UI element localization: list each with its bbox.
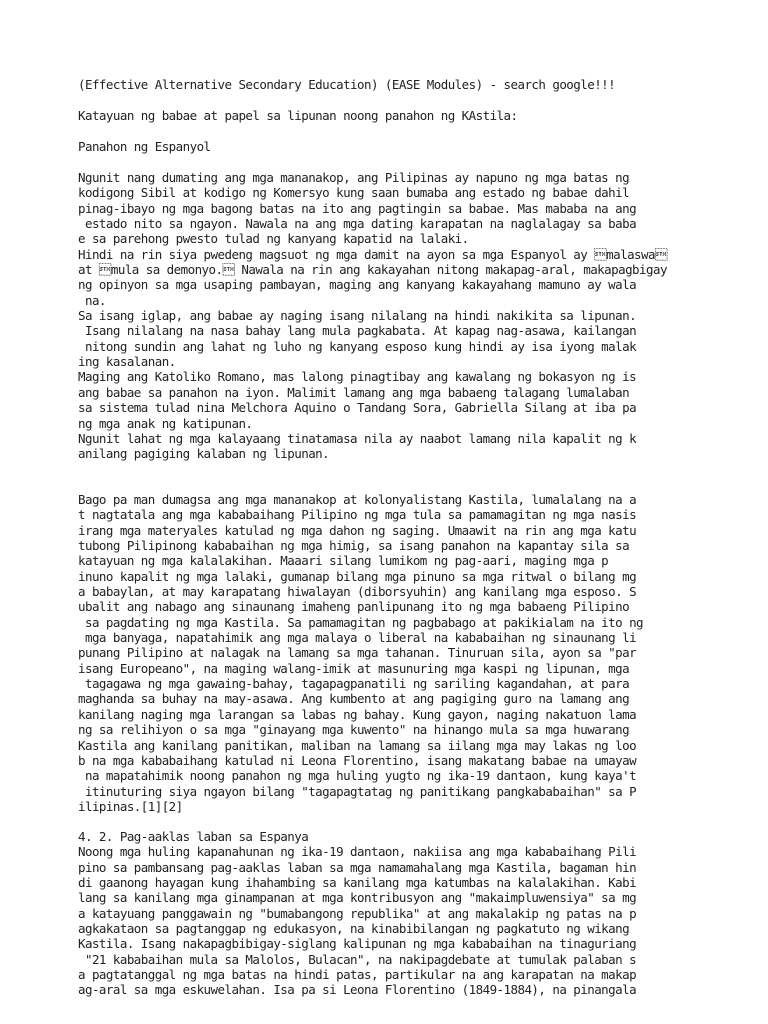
- text-line: maghanda sa buhay na may-asawa. Ang kumbento at ang pagiging guro na lamang ang: [78, 691, 630, 707]
- text-line: Noong mga huling kapanahunan ng ika-19 dantaon, nakiisa ang mga kababaihang Pili: [78, 844, 637, 860]
- text-line: a babaylan, at may karapatang hiwalayan (diborsyuhin) ang kanilang mga esposo. S: [78, 584, 637, 600]
- text-line: di gaanong hayagan kung ihahambing sa kanilang mga katumbas na kalalakihan. Kabi: [78, 875, 637, 891]
- text-line: a katayuang panggawain ng "bumabangong republika" at ang makalakip ng patas na p: [78, 905, 637, 921]
- text-line: ilipinas.[1][2]: [78, 798, 183, 814]
- text-line: "21 kababaihan mula sa Malolos, Bulacan", na nakipagdebate at tumulak palaban s: [78, 951, 637, 967]
- text-line: mga banyaga, napatahimik ang mga malaya o liberal na kababaihan ng sinaunang li: [78, 630, 637, 646]
- text-line: tagagawa ng mga gawaing-bahay, tagapagpanatili ng sariling kagandahan, at para: [78, 676, 630, 692]
- text-line: estado nito sa ngayon. Nawala na ang mga dating karapatan na naglalagay sa baba: [78, 216, 637, 232]
- text-line: pino sa pambansang pag-aaklas laban sa mga namamahalang mga Kastila, bagaman hin: [78, 859, 637, 875]
- text-line: Bago pa man dumagsa ang mga mananakop at kolonyalistang Kastila, lumalalang na a: [78, 492, 637, 507]
- text-line: Hindi na rin siya pwedeng magsuot ng mga damit na ayon sa mga Espanyol ay malaswa: [78, 246, 667, 262]
- text-line: na.: [78, 292, 106, 308]
- paragraph-block-3: [78, 829, 758, 998]
- text-line: ng mga anak ng katipunan.: [78, 415, 253, 431]
- text-line: Ngunit nang dumating ang mga mananakop, ang Pilipinas ay napuno ng mga batas ng: [78, 170, 630, 185]
- text-line: Kastila ang kanilang panitikan, maliban na lamang sa iilang mga may lakas ng loo: [78, 737, 637, 753]
- text-line: e sa parehong pwesto tulad ng kanyang kapatid na lalaki.: [78, 231, 469, 247]
- header-line: (Effective Alternative Secondary Education) (EASE Modules) - search google!!!: [78, 77, 616, 92]
- text-line: irang mga materyales katulad ng mga dahon ng saging. Umaawit na rin ang mga katu: [78, 522, 637, 538]
- text-line: t nagtatala ang mga kababaihang Pilipino ng mga tula sa pamamagitan ng mga nasis: [78, 507, 637, 523]
- text-line: ng opinyon sa mga usaping pambayan, maging ang kanyang kakayahang mamuno ay wala: [78, 277, 637, 293]
- text-line: Kastila. Isang nakapagbibigay-siglang kalipunan ng mga kababaihan na tinaguriang: [78, 936, 637, 952]
- text-line: Isang nilalang na nasa bahay lang mula pagkabata. At kapag nag-asawa, kailangan: [78, 323, 637, 339]
- text-line: ang babae sa panahon na iyon. Malimit lamang ang mga babaeng talagang lumalaban: [78, 384, 630, 400]
- text-line: 4. 2. Pag-aaklas laban sa Espanya: [78, 829, 309, 844]
- text-line: at mula sa demonyo. Nawala na rin ang kakayahan nitong makapag-aral, makapagbigay: [78, 262, 667, 278]
- text-line: tubong Pilipinong kababaihan ng mga himig, sa isang panahon na kapantay sila sa: [78, 538, 630, 554]
- text-line: kanilang naging mga larangan sa labas ng bahay. Kung gayon, naging nakatuon lama: [78, 706, 637, 722]
- text-line: sa sistema tulad nina Melchora Aquino o Tandang Sora, Gabriella Silang at iba pa: [78, 400, 637, 416]
- text-line: Maging ang Katoliko Romano, mas lalong pinagtibay ang kawalang ng bokasyon ng is: [78, 369, 637, 385]
- text-line: katayuan ng mga kalalakihan. Maaari silang lumikom ng pag-aari, maging mga p: [78, 553, 609, 569]
- text-line: ubalit ang nabago ang sinaunang imaheng panlipunang ito ng mga babaeng Pilipino: [78, 599, 630, 615]
- text-line: na mapatahimik noong panahon ng mga huling yugto ng ika-19 dantaon, kung kaya't: [78, 768, 637, 784]
- text-line: inuno kapalit ng mga lalaki, gumanap bilang mga pinuno sa mga ritwal o bilang mg: [78, 568, 637, 584]
- text-line: pinag-ibayo ng mga bagong batas na ito ang pagtingin sa babae. Mas mababa na ang: [78, 200, 637, 216]
- text-line: Sa isang iglap, ang babae ay naging isang nilalang na hindi nakikita sa lipunan.: [78, 308, 637, 324]
- text-line: agkakataon sa pagtanggap ng edukasyon, na kinabibilangan ng pagkatuto ng wikang: [78, 921, 630, 937]
- text-line: Ngunit lahat ng mga kalayaang tinatamasa nila ay naabot lamang nila kapalit ng k: [78, 430, 637, 446]
- text-line: ng sa relihiyon o sa mga "ginayang mga kuwento" na hinango mula sa mga huwarang: [78, 722, 630, 738]
- text-line: ing kasalanan.: [78, 354, 176, 370]
- text-line: a pagtatanggal ng mga batas na hindi patas, partikular na ang karapatan na makap: [78, 967, 637, 983]
- text-line: isang Europeano", na maging walang-imik at masunuring mga kaspi ng lipunan, mga: [78, 660, 630, 676]
- text-line: sa pagdating ng mga Kastila. Sa pamamagitan ng pagbabago at pakikialam na ito ng: [78, 614, 644, 630]
- text-line: ag-aral sa mga eskuwelahan. Isa pa si Leona Florentino (1849-1884), na pinangala: [78, 982, 637, 998]
- text-line: b na mga kababaihang katulad ni Leona Florentino, isang makatang babae na umayaw: [78, 752, 637, 768]
- text-line: kodigong Sibil at kodigo ng Komersyo kung saan bumaba ang estado ng babae dahil: [78, 185, 630, 201]
- subheading: Panahon ng Espanyol: [78, 139, 211, 154]
- topic-line: Katayuan ng babae at papel sa lipunan noong panahon ng KAstila:: [78, 108, 518, 123]
- text-line: lang sa kanilang mga ginampanan at mga kontribusyon ang "makaimpluwensiya" sa mg: [78, 890, 637, 906]
- text-line: punang Pilipino at nalagak na lamang sa mga tahanan. Tinuruan sila, ayon sa "par: [78, 645, 637, 661]
- paragraph-block-2: [78, 492, 758, 814]
- text-line: itinuturing siya ngayon bilang "tagapagtatag ng panitikang pangkababaihan" sa P: [78, 783, 637, 799]
- text-line: nitong sundin ang lahat ng luho ng kanyang esposo kung hindi ay isa iyong malak: [78, 338, 637, 354]
- paragraph-block-1: [78, 170, 758, 462]
- text-line: anilang pagiging kalaban ng lipunan.: [78, 446, 330, 462]
